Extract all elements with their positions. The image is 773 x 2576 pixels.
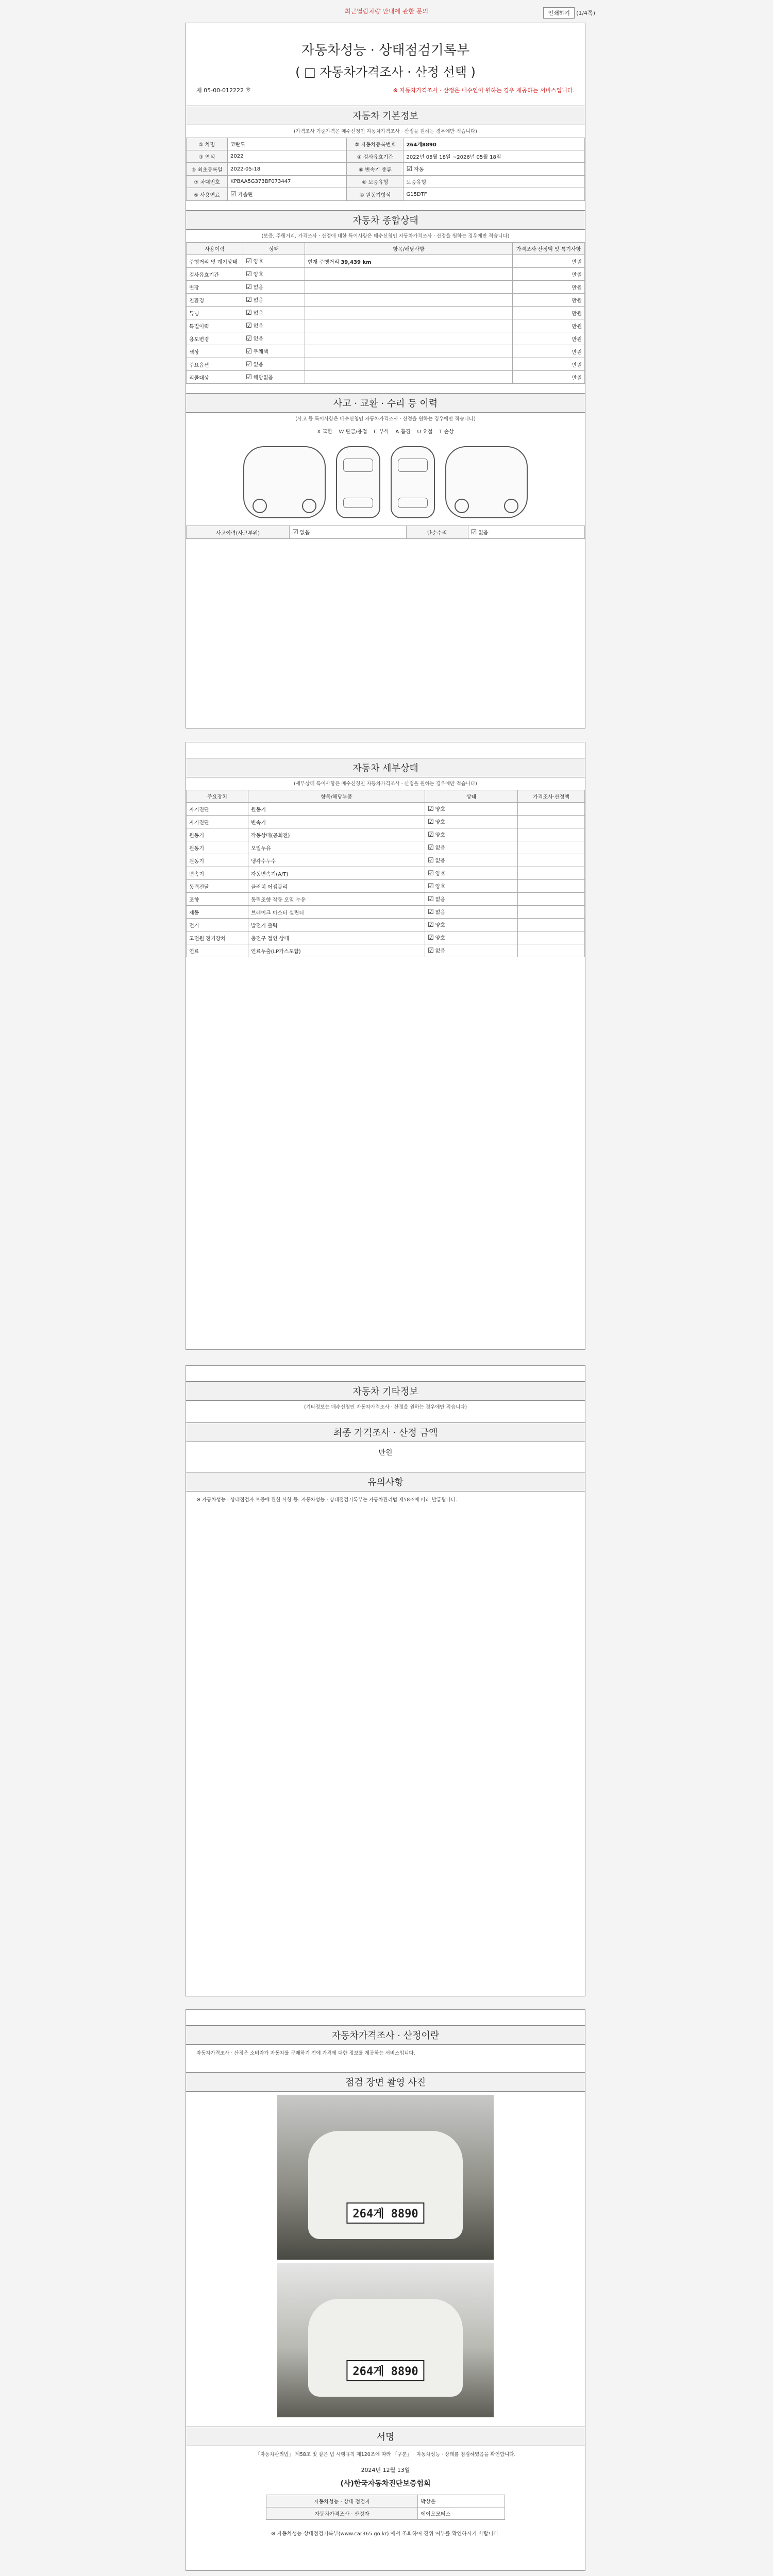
detail-row-group: 원동기 [187,854,248,867]
detail-row-group: 동력전달 [187,880,248,893]
detail-row [187,906,585,919]
detail-row-state: ☑ 양호 [425,867,518,880]
overall-row [187,332,585,345]
detail-title: 자동차 세부상태 [186,758,585,777]
transmission: ☑ 자동 [404,163,585,176]
overall-header-0: 사용이력 [187,243,243,255]
detail-row-group: 변속기 [187,867,248,880]
detail-row [187,931,585,944]
overall-row-state: ☑ 없음 [243,281,305,294]
overall-row-label: 색상 [187,345,243,358]
detail-row-price [518,931,585,944]
overall-row-state: ☑ 없음 [243,358,305,371]
overall-row-note: 만원 [513,332,585,345]
detail-row-price [518,867,585,880]
detail-row-state: ☑ 양호 [425,828,518,841]
overall-row [187,358,585,371]
detail-row-item: 냉각수누수 [248,854,425,867]
overall-row-note: 만원 [513,358,585,371]
detail-row-item: 동력조향 작동 오일 누유 [248,893,425,906]
warranty: 보증유형 [404,176,585,188]
inspection-valid: 2022년 05월 18일 ~2026년 05월 18일 [404,150,585,163]
detail-row-group: 제동 [187,906,248,919]
detail-row-item: 자동변속기(A/T) [248,867,425,880]
detail-row-price [518,919,585,931]
overall-row-note: 만원 [513,268,585,281]
detail-row-group: 전기 [187,919,248,931]
overall-note: (보증, 주행거리, 가격조사 · 산정에 대한 특이사항은 매수신청인 자동차가격조사 · 산정을 원하는 경우에만 적습니다) [261,233,510,239]
overall-row-note: 만원 [513,307,585,319]
overall-row [187,294,585,307]
overall-header-1: 상태 [243,243,305,255]
overall-row-label: 친환경 [187,294,243,307]
detail-table [186,790,585,957]
detail-header-3: 가격조사·산정액 [518,790,585,803]
overall-row-state: ☑ 없음 [243,307,305,319]
front-photo [277,2095,494,2260]
detail-row-price [518,906,585,919]
detail-row-group: 고전원 전기장치 [187,931,248,944]
doc-title: 자동차성능 · 상태점검기록부 [301,43,470,58]
sign-title: 서명 [186,2427,585,2446]
rear-plate: 264게 8890 [346,2360,424,2381]
other-note: (기타정보는 매수신청인 자동차가격조사 · 산정을 원하는 경우에만 적습니다) [304,1404,467,1410]
overall-row-note: 만원 [513,281,585,294]
fuel: ☑ 가솔린 [228,188,347,201]
overall-row-state: ☑ 없음 [243,319,305,332]
detail-row [187,919,585,931]
inspector-name: 박상운 [418,2495,505,2507]
photos-title: 점검 장면 촬영 사진 [186,2072,585,2092]
price-guide-text: 자동차가격조사 · 산정은 소비자가 자동차를 구매하기 전에 가격에 대한 정보를 제공하는 서비스입니다. [196,2050,415,2056]
detail-row-group: 자기진단 [187,816,248,828]
registration-date: 2022-05-18 [228,163,347,176]
overall-row-label: 변장 [187,281,243,294]
car-year: 2022 [228,150,347,163]
overall-row-note: 만원 [513,294,585,307]
detail-row-state: ☑ 양호 [425,880,518,893]
rear-photo [277,2263,494,2417]
detail-row-group: 원동기 [187,828,248,841]
overall-row-label: 주행거리 및 계기상태 [187,255,243,268]
front-plate: 264게 8890 [346,2202,424,2224]
overall-row-note: 만원 [513,255,585,268]
overall-table [186,242,585,384]
basic-info-note: (가격조사 기준가격은 매수신청인 자동차가격조사 · 산정을 원하는 경우에만 적습니다) [294,129,477,134]
detail-row-state: ☑ 양호 [425,803,518,816]
overall-row-note: 만원 [513,371,585,384]
detail-row-item: 원동기 [248,803,425,816]
sign-table [266,2495,505,2520]
sign-date: 2024년 12월 13일 [361,2467,410,2474]
detail-row [187,880,585,893]
detail-row-price [518,828,585,841]
detail-row-state: ☑ 없음 [425,841,518,854]
car-right-side-diagram [445,446,528,518]
accident-summary-table [186,526,585,539]
overall-row-item [305,319,513,332]
overall-row [187,371,585,384]
page-3 [186,1365,585,1996]
overall-row-label: 특별이력 [187,319,243,332]
detail-row-item: 작동상태(공회전) [248,828,425,841]
detail-header-2: 상태 [425,790,518,803]
detail-row-price [518,893,585,906]
overall-row [187,345,585,358]
notice-title: 유의사항 [186,1472,585,1492]
vin: KPBAA5G373BF073447 [228,176,347,188]
sign-law-text: 「자동차관리법」 제58조 및 같은 법 시행규칙 제120조에 따라 「구분」 · 자동차성능 · 상태를 점검하였음을 확인합니다. [255,2451,516,2458]
doc-warning: ※ 자동차가격조사 · 산정은 매수인이 원하는 경우 제공하는 서비스입니다. [393,87,575,94]
accident-legend: X 교환 W 판금/용접 C 부식 A 흠짐 U 요철 T 손상 [317,429,454,435]
notice-text: ※ 자동차성능 · 상태점검자 보증에 관한 사항 등: 자동차성능 · 상태점검기록부는 자동차관리법 제58조에 따라 발급됩니다. [196,1497,457,1503]
accident-history-value: ☑ 없음 [290,526,407,539]
simple-repair-label: 단순수리 [406,526,468,539]
detail-row-group: 원동기 [187,841,248,854]
overall-row-label: 검사유효기간 [187,268,243,281]
detail-row-price [518,803,585,816]
print-button[interactable]: 인쇄하기 [543,7,575,19]
overall-row-item [305,294,513,307]
detail-row-price [518,880,585,893]
detail-row-state: ☑ 양호 [425,816,518,828]
overall-title: 자동차 종합상태 [186,210,585,230]
detail-row [187,816,585,828]
simple-repair-value: ☑ 없음 [468,526,585,539]
car-diagram [186,439,585,526]
overall-row-state: ☑ 없음 [243,332,305,345]
seller-name: 에이오모터스 [418,2507,505,2520]
detail-note: (세부상태 특이사항은 매수신청인 자동차가격조사 · 산정을 원하는 경우에만 적습니다) [294,781,477,787]
price-guide-title: 자동차가격조사 · 산정이란 [186,2025,585,2045]
accident-title: 사고 · 교환 · 수리 등 이력 [186,393,585,413]
detail-row [187,893,585,906]
overall-row-state: ☑ 양호 [243,255,305,268]
overall-row-item [305,307,513,319]
overall-row-item [305,358,513,371]
inspector-label: 자동차성능 · 상태 점검자 [266,2495,418,2507]
overall-row-item [305,371,513,384]
accident-note: (사고 등 특이사항은 매수신청인 자동차가격조사 · 산정을 원하는 경우에만 적습니다) [295,416,476,422]
detail-row-state: ☑ 양호 [425,931,518,944]
page-4 [186,2009,585,2571]
page-2 [186,742,585,1350]
basic-info-title: 자동차 기본정보 [186,106,585,125]
detail-row-group: 연료 [187,944,248,957]
overall-row-state: ☑ 무채색 [243,345,305,358]
detail-header-1: 항목/해당부품 [248,790,425,803]
detail-row [187,854,585,867]
final-amount: 만원 [378,1449,393,1457]
car-frame-diagram [391,446,435,518]
doc-number: 제 05-00-012222 호 [196,87,251,94]
detail-row-item: 클러치 어셈블리 [248,880,425,893]
overall-header-2: 항목/해당사항 [305,243,513,255]
overall-row-label: 주요옵션 [187,358,243,371]
overall-row-item [305,332,513,345]
final-title: 최종 가격조사 · 산정 금액 [186,1422,585,1442]
recent-vehicle-link[interactable]: 최근열람차량 안내에 관한 문의 [344,8,429,15]
overall-row-label: 튜닝 [187,307,243,319]
detail-header-0: 주요장치 [187,790,248,803]
detail-row-group: 조향 [187,893,248,906]
overall-row-label: 리콜대상 [187,371,243,384]
detail-row [187,828,585,841]
overall-row-label: 용도변경 [187,332,243,345]
overall-row-item [305,345,513,358]
accident-history-label: 사고이력(사고부위) [187,526,290,539]
detail-row [187,803,585,816]
detail-row-item: 연료누출(LP가스포함) [248,944,425,957]
detail-row-state: ☑ 없음 [425,854,518,867]
detail-row [187,867,585,880]
page-1 [186,23,585,728]
detail-row [187,944,585,957]
engine-type: G15DTF [404,188,585,201]
detail-row-price [518,841,585,854]
detail-row-item: 오일누유 [248,841,425,854]
overall-row [187,281,585,294]
overall-row-state: ☑ 없음 [243,294,305,307]
overall-row [187,307,585,319]
detail-row-price [518,854,585,867]
other-title: 자동차 기타정보 [186,1381,585,1401]
overall-row [187,255,585,268]
top-bar [0,0,773,23]
overall-row [187,319,585,332]
car-number: 264게8890 [404,138,585,150]
overall-row-note: 만원 [513,319,585,332]
page-count: (1/4쪽) [576,10,595,16]
detail-row-state: ☑ 양호 [425,919,518,931]
footer-note: ※ 자동차성능 상태점검기록부(www.car365.go.kr) 에서 조회하여 진위 여부를 확인하시기 바랍니다. [271,2531,500,2537]
detail-row-item: 변속기 [248,816,425,828]
doc-subtitle: ( □ 자동차가격조사 · 산정 선택 ) [295,65,476,79]
overall-row-state: ☑ 해당없음 [243,371,305,384]
overall-row-item: 현재 주행거리 39,439 km [305,255,513,268]
overall-row-state: ☑ 양호 [243,268,305,281]
detail-row-item: 충전구 절연 상태 [248,931,425,944]
car-left-side-diagram [243,446,326,518]
basic-info-table: ① 차명 코란도 ② 자동차등록번호 264게8890 ③ 연식 2022 ④ 검사유효기간 2022년 05월 18일 ~2026년 05월 18일 ⑤ 최초등록일 2022-05-18 ⑥ 변속기 종류 ☑ 자동 ⑦ 차대번호 KPBAA5G373BF073447 ⑧ 보증유형 보증유형 ⑨ 사용연료 ☑ 가솔린 ⑩ 원동기형식 G15DTF [186,138,585,201]
car-name: 코란도 [228,138,347,150]
detail-row-group: 자기진단 [187,803,248,816]
detail-row-price [518,816,585,828]
detail-row-state: ☑ 없음 [425,906,518,919]
seller-label: 자동차가격조사 · 산정자 [266,2507,418,2520]
overall-row-item [305,268,513,281]
detail-row-item: 발전기 출력 [248,919,425,931]
detail-row [187,841,585,854]
detail-row-state: ☑ 없음 [425,944,518,957]
sign-org: (사)한국자동차진단보증협회 [340,2480,431,2488]
detail-row-price [518,944,585,957]
overall-row-item [305,281,513,294]
car-top-diagram [336,446,380,518]
overall-header-3: 가격조사·산정액 및 특기사항 [513,243,585,255]
detail-row-item: 브레이크 마스터 실린더 [248,906,425,919]
overall-row-note: 만원 [513,345,585,358]
detail-row-state: ☑ 없음 [425,893,518,906]
overall-row [187,268,585,281]
